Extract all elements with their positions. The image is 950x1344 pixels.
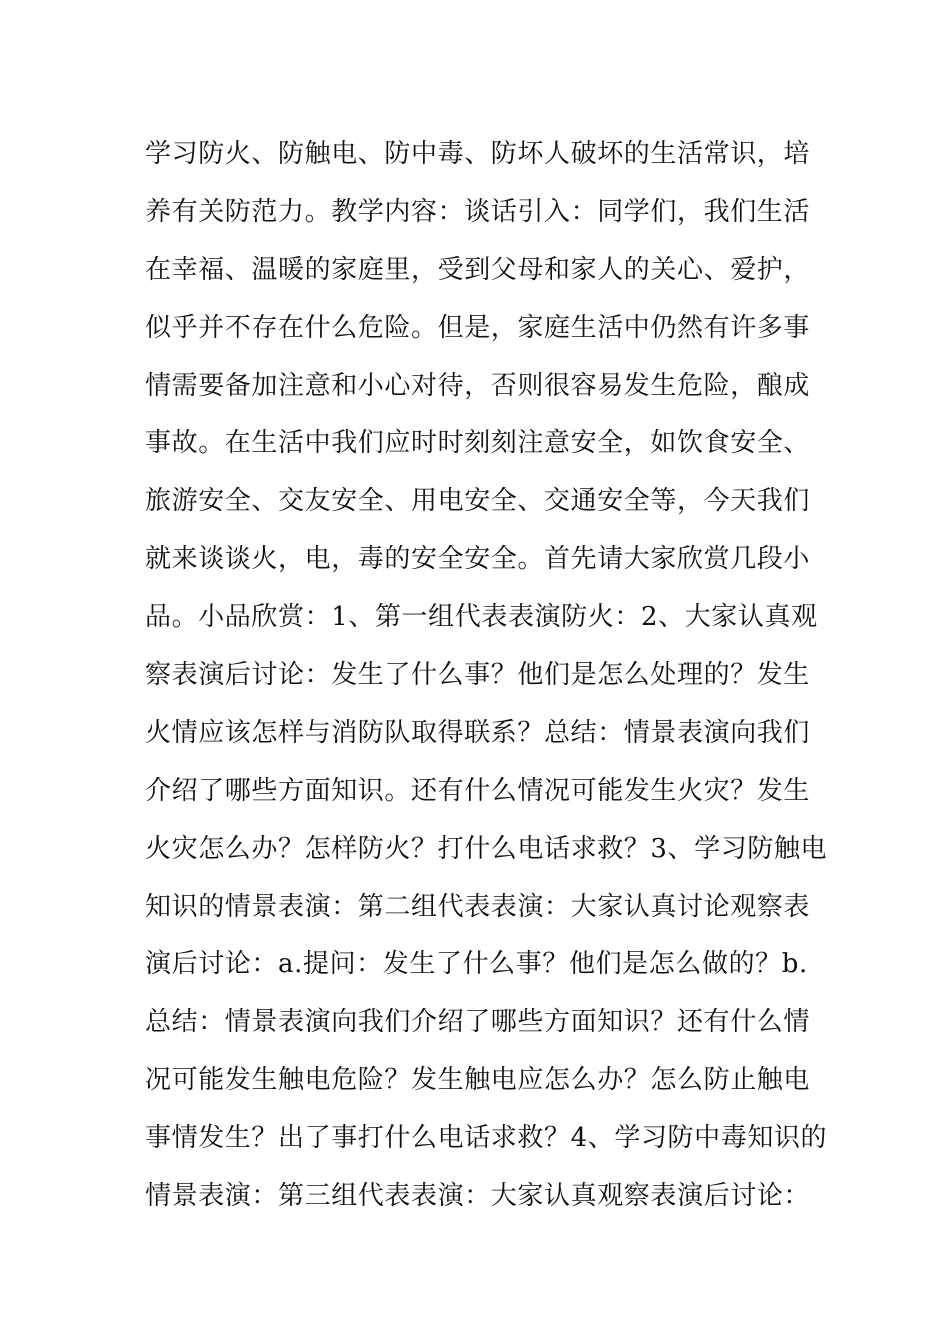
text-line-9: 品。小品欣赏：1、第一组代表表演防火：2、大家认真观 [145, 602, 818, 633]
text-line-14: 知识的情景表演：第二组代表表演：大家认真讨论观察表 [145, 891, 811, 922]
text-line-7: 旅游安全、交友安全、用电安全、交通安全等，今天我们 [145, 486, 811, 517]
text-line-5: 情需要备加注意和小心对待，否则很容易发生危险，酿成 [145, 370, 811, 401]
text-line-10: 察表演后讨论：发生了什么事？他们是怎么处理的？发生 [145, 660, 811, 691]
text-line-18: 事情发生？出了事打什么电话求救？4、学习防中毒知识的 [145, 1123, 828, 1154]
body-text [145, 126, 828, 1226]
text-line-15: 演后讨论：a.提问：发生了什么事？他们是怎么做的？b. [145, 949, 808, 980]
text-line-12: 介绍了哪些方面知识。还有什么情况可能发生火灾？发生 [145, 775, 811, 806]
text-line-1: 学习防火、防触电、防中毒、防坏人破坏的生活常识，培 [145, 139, 811, 169]
text-line-16: 总结：情景表演向我们介绍了哪些方面知识？还有什么情 [145, 1007, 811, 1038]
text-line-11: 火情应该怎样与消防队取得联系？总结：情景表演向我们 [145, 717, 811, 748]
text-line-17: 况可能发生触电危险？发生触电应怎么办？怎么防止触电 [145, 1065, 811, 1096]
text-line-13: 火灾怎么办？怎样防火？打什么电话求救？3、学习防触电 [145, 833, 828, 864]
text-line-19: 情景表演：第三组代表表演：大家认真观察表演后讨论： [145, 1181, 811, 1212]
text-line-6: 事故。在生活中我们应时时刻刻注意安全，如饮食安全、 [145, 428, 811, 459]
text-line-8: 就来谈谈火，电，毒的安全安全。首先请大家欣赏几段小 [145, 544, 811, 575]
text-line-2: 养有关防范力。教学内容：谈话引入：同学们，我们生活 [145, 196, 811, 227]
text-line-3: 在幸福、温暖的家庭里，受到父母和家人的关心、爱护， [145, 254, 811, 285]
text-line-4: 似乎并不存在什么危险。但是，家庭生活中仍然有许多事 [145, 312, 811, 343]
